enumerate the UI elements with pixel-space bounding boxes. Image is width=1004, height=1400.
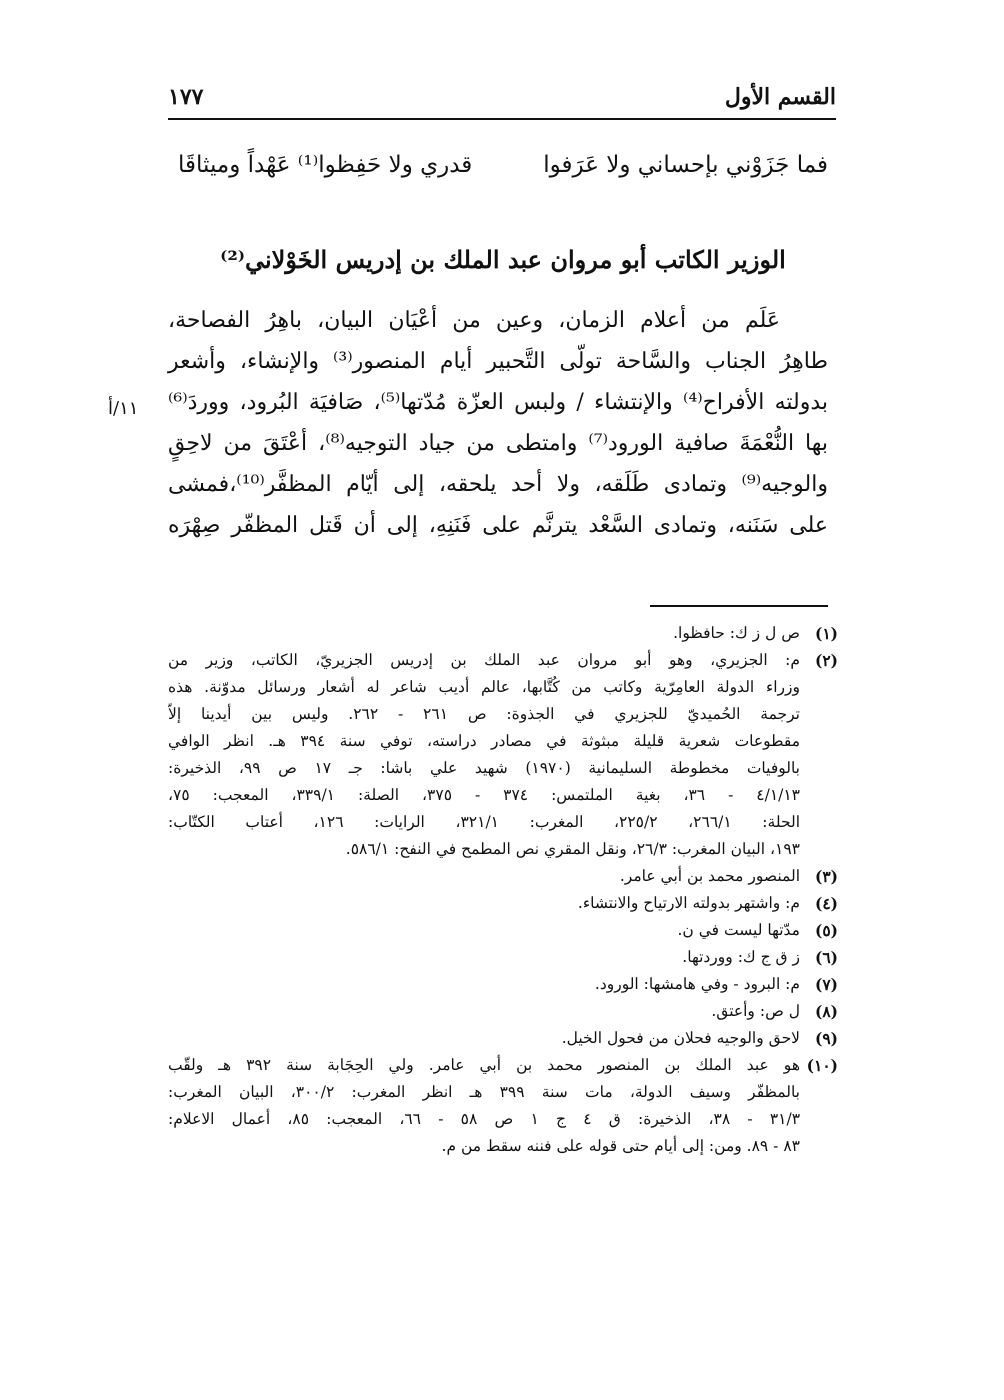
- footnote-number: (٥): [814, 921, 838, 940]
- footnote-number: (٩): [814, 1029, 838, 1048]
- footnote-line: المنصور محمد بن أبي عامر.: [619, 867, 800, 885]
- footnote-separator: [650, 605, 828, 607]
- footnote: [168, 620, 838, 647]
- footnote-line: ترجمة الحُميديّ للجزيري في الجذوة: ص ٢٦١ - ٢٦٢. وليس بين أيدينا إلاّ: [168, 705, 800, 723]
- footnote-number: (٤): [814, 894, 838, 913]
- body-line: على سَنَنه، وتمادى السَّعْد يترنَّم على فَنَنِهِ، إلى أن قَتل المظفّر صِهْرَه: [168, 513, 828, 538]
- header-rule: [168, 118, 836, 120]
- body-line: بدولته الأفراح⁽⁴⁾ والإنتشاء / ولبس العزّة مُدّتها⁽⁵⁾، صَافيَة البُرود، ووردَ⁽⁶⁾: [168, 390, 828, 415]
- second-hemistich: قدري ولا حَفِظوا⁽¹⁾ عَهْداً وميثاقَا: [178, 152, 473, 178]
- footnote-number: (٣): [814, 867, 838, 886]
- footnote-number: (١٠): [806, 1056, 838, 1075]
- body-line: والوجيه⁽⁹⁾ وتمادى طَلَقه، ولا أحد يلحقه، إلى أيّام المظفَّر⁽¹⁰⁾،فمشى: [168, 472, 828, 497]
- footnote-text: [168, 1052, 838, 1160]
- footnote-text: [168, 620, 838, 647]
- footnote-line: مقطوعات شعرية قليلة مبثوثة في مصادر دراسته، توفي سنة ٣٩٤ هـ. انظر الوافي: [168, 732, 800, 750]
- footnote-line: مدّتها ليست في ن.: [677, 921, 800, 939]
- footnote-line: ١٩٣، البيان المغرب: ٢٦/٣، ونقل المقري نص المطمح في النفح: ٥٨٦/١.: [345, 840, 800, 858]
- footnote-line: ٤/١/١٣ - ٣٦، بغية الملتمس: ٣٧٤ - ٣٧٥، الصلة: ٣٣٩/١، المعجب: ٧٥،: [168, 786, 800, 804]
- body-line: عَلَم من أعلام الزمان، وعين من أعْيَان البيان، باهِرُ الفصاحة،: [168, 308, 780, 333]
- footnote-text: [168, 917, 838, 944]
- footnote: [168, 944, 838, 971]
- footnote: [168, 647, 838, 863]
- footnote-text: [168, 890, 838, 917]
- footnote-text: [168, 863, 838, 890]
- body-line: طاهِرُ الجناب والسَّاحة تولّى التَّحبير أيام المنصور⁽³⁾ والإنشاء، وأشعر: [168, 349, 828, 374]
- first-hemistich: فما جَزَوْني بإحساني ولا عَرَفوا: [543, 152, 828, 178]
- body-text: [168, 300, 828, 546]
- section-title: القسم الأول: [724, 84, 836, 110]
- footnote-line: بالمظفّر وسيف الدولة، مات سنة ٣٩٩ هـ انظر المغرب: ٣٠٠/٢، البيان المغرب:: [168, 1083, 800, 1101]
- footnote-number: (٨): [814, 1002, 838, 1021]
- page-number: ١٧٧: [168, 84, 204, 110]
- body-line: بها النُّعْمَةَ صافية الورود⁽⁷⁾ وامتطى من جياد التوجيه⁽⁸⁾، أعْتَقَ من لاحِقٍ: [168, 431, 828, 456]
- footnote-text: [168, 647, 838, 863]
- poem-verse: [178, 152, 828, 192]
- footnote-line: م: الجزيري، وهو أبو مروان عبد الملك بن إدريس الجزيريّ، الكاتب، وزير من: [168, 651, 800, 669]
- footnote: [168, 917, 838, 944]
- footnote-line: م: البرود - وفي هامشها: الورود.: [594, 975, 800, 993]
- biography-heading: الوزير الكاتب أبو مروان عبد الملك بن إدريس الخَوْلاني⁽²⁾: [220, 245, 786, 274]
- footnote-line: وزراء الدولة العامِرّية وكاتب من كُتَّابها، عالم أديب شاعر له أشعار ورسائل مدوّنة. هذه: [168, 678, 800, 696]
- footnote-number: (١): [814, 624, 838, 643]
- manuscript-folio-note: ١١/أ: [108, 398, 139, 419]
- footnote-line: ل ص: وأعتق.: [711, 1002, 800, 1020]
- footnote-text: [168, 971, 838, 998]
- footnote: [168, 863, 838, 890]
- footnote-number: (٦): [814, 948, 838, 967]
- footnote-number: (٢): [814, 651, 838, 670]
- footnote-text: [168, 998, 838, 1025]
- footnote-line: ٨٣ - ٨٩. ومن: إلى أيام حتى قوله على فننه سقط من م.: [441, 1137, 800, 1155]
- footnote: [168, 890, 838, 917]
- running-header: [168, 84, 836, 114]
- footnote-number: (٧): [814, 975, 838, 994]
- footnote: [168, 1052, 838, 1160]
- footnote-line: ص ل ز ك: حافظوا.: [673, 624, 800, 642]
- footnote-line: م: واشتهر بدولته الارتياح والانتشاء.: [577, 894, 800, 912]
- footnote-line: الحلة: ٢٦٦/١، ٢٢٥/٢، المغرب: ٣٢١/١، الرايات: ١٢٦، أعتاب الكتّاب:: [168, 813, 800, 831]
- footnote-line: هو عبد الملك بن المنصور محمد بن أبي عامر. ولي الحِجَابة سنة ٣٩٢ هـ ولقّب: [168, 1056, 800, 1074]
- footnote: [168, 1025, 838, 1052]
- footnotes: [168, 620, 838, 1160]
- footnote-line: ٣١/٣ - ٣٨، الذخيرة: ق ٤ ج ١ ص ٥٨ - ٦٦، المعجب: ٨٥، أعمال الاعلام:: [168, 1110, 800, 1128]
- footnote-line: بالوفيات مخطوطة السليمانية (١٩٧٠) شهيد علي باشا: جـ ١٧ ص ٩٩، الذخيرة:: [168, 759, 800, 777]
- footnote: [168, 998, 838, 1025]
- footnote-text: [168, 944, 838, 971]
- footnote: [168, 971, 838, 998]
- footnote-text: [168, 1025, 838, 1052]
- footnote-line: لاحق والوجيه فحلان من فحول الخيل.: [561, 1029, 800, 1047]
- footnote-line: ز ق ج ك: ووردتها.: [682, 948, 800, 966]
